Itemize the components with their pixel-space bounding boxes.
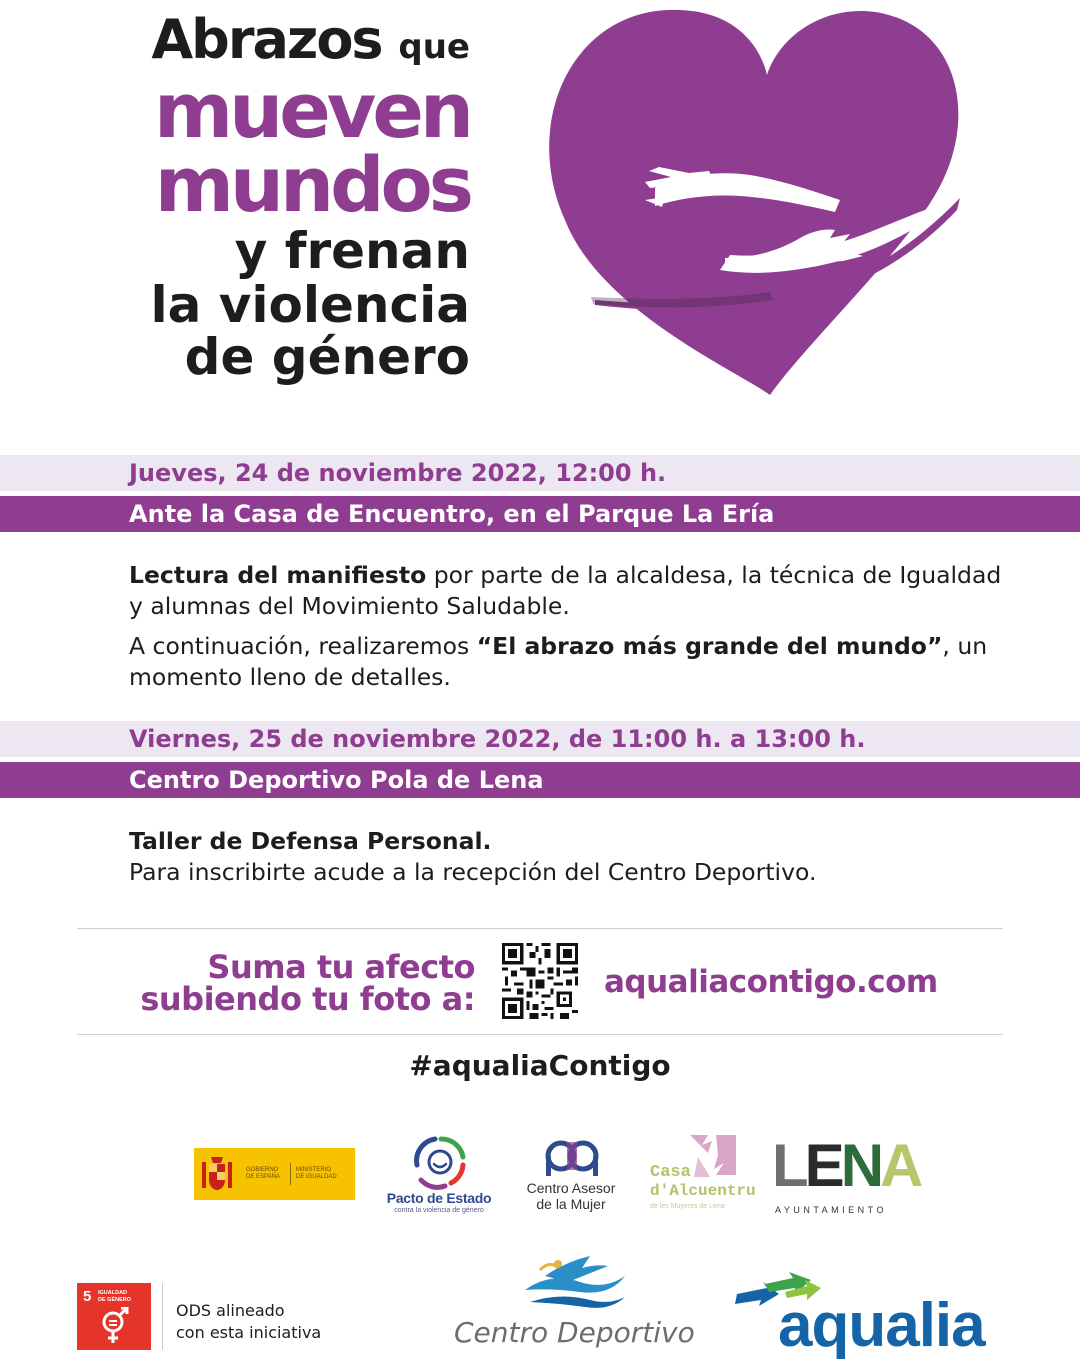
gobierno-label: GOBIERNO DE ESPAÑA (246, 1167, 280, 1180)
aqualia-logo (730, 1270, 1020, 1360)
centro-asesor-line2: de la Mujer (536, 1196, 606, 1212)
casa-house-icon (688, 1133, 738, 1181)
ods5-badge (77, 1283, 151, 1350)
lena-sub: AYUNTAMIENTO (775, 1205, 888, 1215)
event2-p1-bold: Taller de Defensa Personal. (129, 827, 492, 855)
pacto-de-estado-logo (380, 1135, 500, 1220)
event2-date: Viernes, 25 de noviembre 2022, de 11:00 h. a 13:00 h. (129, 725, 866, 753)
divider-top (77, 928, 1003, 929)
title-de-genero: de género (184, 328, 470, 386)
qr-code[interactable] (502, 943, 578, 1019)
casa-line3: de les Muyeres de Lena (650, 1203, 725, 1210)
centro-asesor-line1: Centro Asesor (526, 1180, 616, 1196)
event2-date-band (0, 721, 1080, 757)
ods-label: IGUALDAD DE GÉNERO (98, 1290, 132, 1303)
event1-p2-end: , un momento lleno de detalles. (129, 632, 988, 691)
event2-place: Centro Deportivo Pola de Lena (129, 766, 544, 794)
event2-paragraph (129, 826, 1009, 888)
centro-asesor-icon (543, 1138, 601, 1178)
title-que: que (398, 27, 470, 67)
title-mueven: mueven (153, 66, 470, 155)
ods-separator (162, 1283, 163, 1350)
title-abrazos: Abrazos (151, 8, 382, 71)
event1-p1-bold: Lectura del manifiesto (129, 561, 427, 589)
event1-place: Ante la Casa de Encuentro, en el Parque La Ería (129, 500, 775, 528)
aqualia-url-link[interactable]: aqualiacontigo.com (604, 964, 938, 1000)
casa-line2: d'Alcuentru (650, 1182, 756, 1200)
heart-hug-illustration (505, 0, 975, 400)
centro-deportivo-logo (450, 1250, 710, 1350)
event1-p2-start: A continuación, realizaremos (129, 632, 477, 660)
gender-equality-icon (99, 1307, 131, 1347)
ods-text: ODS alineado con esta iniciativa (176, 1301, 322, 1342)
gob-divider (290, 1163, 291, 1185)
title-y-frenan: y frenan (234, 222, 470, 280)
casa-alcuentru-logo (648, 1133, 756, 1218)
ods-number: 5 (83, 1288, 92, 1305)
event1-date: Jueves, 24 de noviembre 2022, 12:00 h. (129, 459, 667, 487)
title-line-abrazos-que (151, 8, 470, 71)
cta-line1: Suma tu afecto (207, 948, 475, 986)
title-mundos: mundos (154, 140, 470, 229)
hashtag: #aqualiaContigo (409, 1049, 671, 1082)
event1-place-band (0, 496, 1080, 532)
spain-coat-of-arms-icon (200, 1154, 234, 1194)
ministerio-label: MINISTERIO DE IGUALDAD (296, 1167, 337, 1180)
pacto-name: Pacto de Estado (386, 1190, 492, 1206)
event1-p2-bold: “El abrazo más grande del mundo” (476, 632, 943, 660)
event1-paragraph1 (129, 560, 1009, 622)
divider-bottom (77, 1034, 1003, 1035)
pacto-smile-icon (405, 1135, 471, 1190)
swimmer-icon (520, 1250, 630, 1310)
event2-p2: Para inscribirte acude a la recepción del Centro Deportivo. (129, 858, 817, 886)
ayuntamiento-lena-logo (772, 1132, 920, 1218)
cta-line2: subiendo tu foto a: (140, 980, 475, 1018)
centro-asesor-mujer-logo (515, 1138, 630, 1218)
event1-p1-rest: por parte de la alcaldesa, la técnica de Igualdad y alumnas del Movimiento Saludable. (129, 561, 1002, 620)
casa-line1: Casa (650, 1163, 691, 1182)
lena-wordmark: LENA (772, 1132, 920, 1199)
centro-deportivo-label: Centro Deportivo (454, 1316, 695, 1349)
event1-date-band (0, 455, 1080, 491)
pacto-sub: contra la violencia de género (394, 1207, 484, 1214)
event1-paragraph2 (129, 631, 1009, 693)
gobierno-ministerio-logo (194, 1148, 355, 1200)
aqualia-wordmark: aqualia (778, 1291, 985, 1360)
event2-place-band (0, 762, 1080, 798)
title-la-violencia: la violencia (150, 276, 470, 334)
